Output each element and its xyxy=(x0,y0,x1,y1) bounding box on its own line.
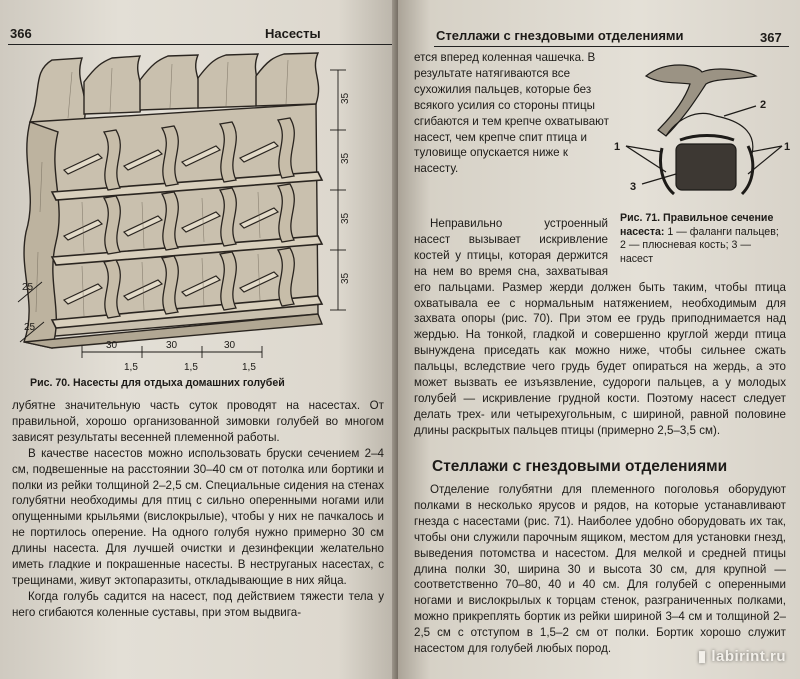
figure-70-illustration xyxy=(12,52,388,374)
right-page xyxy=(398,0,800,679)
right-section-text xyxy=(414,482,786,657)
running-head-left: Насесты xyxy=(265,26,321,41)
fig71-label-1-right: 1 xyxy=(784,141,791,153)
section-heading: Стеллажи с гнездовыми отделениями xyxy=(432,458,728,475)
figure-70-caption: Рис. 70. Насесты для отдыха домашних голубей xyxy=(30,377,285,389)
paragraph: Когда голубь садится на насест, под действием тяжести тела у него сгибаются коленные суставы, при этом выдвига- xyxy=(12,589,384,619)
paragraph: лубятне значительную часть суток проводят на насестах. От правильной, хорошо организованной зимовки голубей во многом зависят результаты весенней племенной работы. xyxy=(12,399,384,444)
running-head-right: Стеллажи с гнездовыми отделениями xyxy=(436,28,684,43)
figure-71-illustration xyxy=(606,56,796,204)
book-icon: ▮ xyxy=(697,648,707,665)
dim-width-1: 30 xyxy=(106,340,118,351)
dim-depth-1: 25 xyxy=(22,282,34,293)
dim-gap-2: 1,5 xyxy=(184,362,198,373)
right-intro-text xyxy=(414,50,610,177)
dim-height-4: 35 xyxy=(340,272,351,284)
left-page xyxy=(0,0,398,679)
header-rule-left xyxy=(8,44,393,45)
right-main-text xyxy=(414,216,786,439)
left-body-text xyxy=(12,398,384,621)
dim-gap-3: 1,5 xyxy=(242,362,256,373)
fig71-label-1-left: 1 xyxy=(614,141,621,153)
watermark-logo xyxy=(698,647,786,665)
watermark-text: labirint.ru xyxy=(711,648,786,665)
figure-wrap-spacer xyxy=(608,216,786,274)
dim-height-1: 35 xyxy=(340,92,351,104)
fig71-label-2: 2 xyxy=(760,99,767,111)
page-number-right: 367 xyxy=(760,30,782,45)
dim-width-2: 30 xyxy=(166,340,178,351)
paragraph: В качестве насестов можно использовать бруски сечением 2–4 см, подвешенные на расстоянии 30–40 см от потолка или бортики и полки из рейки толщиной 2–2,5 см. Специальные сидения на стенах голубятни необходимы для птиц с сильно оперенными ногами или опущенными крыльями (вислокрылые), чтобы у них не пачкалось и не портилось оперение. На одного голубя нужно примерно 30 см длины насеста. Для лучшей очистки и дезинфекции желательно иметь гладкие и покрашенные насесты. В неструганых насестах, с трещинами, живут эктопаразиты, откладывающие в них яйца. xyxy=(12,446,384,587)
header-rule-right xyxy=(434,46,789,47)
fig71-label-3: 3 xyxy=(630,181,637,193)
dim-width-3: 30 xyxy=(224,340,236,351)
dim-height-2: 35 xyxy=(340,152,351,164)
dim-height-3: 35 xyxy=(340,212,351,224)
figure-71-caption-text: 1 — фаланги пальцев; 2 — плюсневая кость; 3 — насест xyxy=(620,225,779,265)
paragraph: ется вперед коленная чашечка. В результате натягиваются все сухожилия пальцев, которые без всякого усилия со стороны птицы сгибаются и тем крепче охватывают насест, чем крепче спит птица и туловище опускается ниже к насесту. xyxy=(414,51,609,176)
dim-depth-2: 25 xyxy=(24,322,36,333)
page-number-left: 366 xyxy=(10,26,32,41)
figure-71-caption-title: Рис. 71. Правильное сечение насеста: xyxy=(620,212,774,238)
paragraph: Отделение голубятни для племенного поголовья оборудуют полками в несколько ярусов и рядов, на которые устанавливают гнезда с насестами (рис. 71). Наиболее удобно оборудовать их так, чтобы они служили парочным ящиком, местом для установки гнезд, выведения потомства и насестом. Для мелкой и средней птицы длина полки 30, ширина 30 и высота 30 см, для крупной — соответственно 70–80, 40 и 40 см. Для голубей с оперенными ногами и вислокрылых к торцам стенок, разграниченных полками, можно прикреплять бортик из рейки шириной 3–4 см и толщиной 2–2,5 см с отступом в 1,5–2 см от полки. Бортик хорошо служит насестом для голубей любых пород. xyxy=(414,483,786,656)
paragraph: Неправильно устроенный насест вызывает искривление костей у птицы, которая держится на нем во время сна, захватывая его пальцами. Размер жерди должен быть таким, чтобы птица охватывала ее с нормальным натяжением, необходимым для захвата опоры (рис. 70). При этом ее грудь приподнимается над жердью. На тонкой, гладкой и совершенно круглой жерди птица вынуждена приседать как можно ниже, чтобы сильнее сжать пальцы, вследствие чего грудь будет опираться на жердь, а это может вызвать ее изъязвление, судороги пальцев, а у молодых голубей — искривление грудной кости. Поэтому насест следует делать трех- или четырехугольным, с шириной, равной половине длины раскрытых пальцев птицы (примерно 2,5–3,5 см). xyxy=(414,217,786,437)
dim-gap-1: 1,5 xyxy=(124,362,138,373)
